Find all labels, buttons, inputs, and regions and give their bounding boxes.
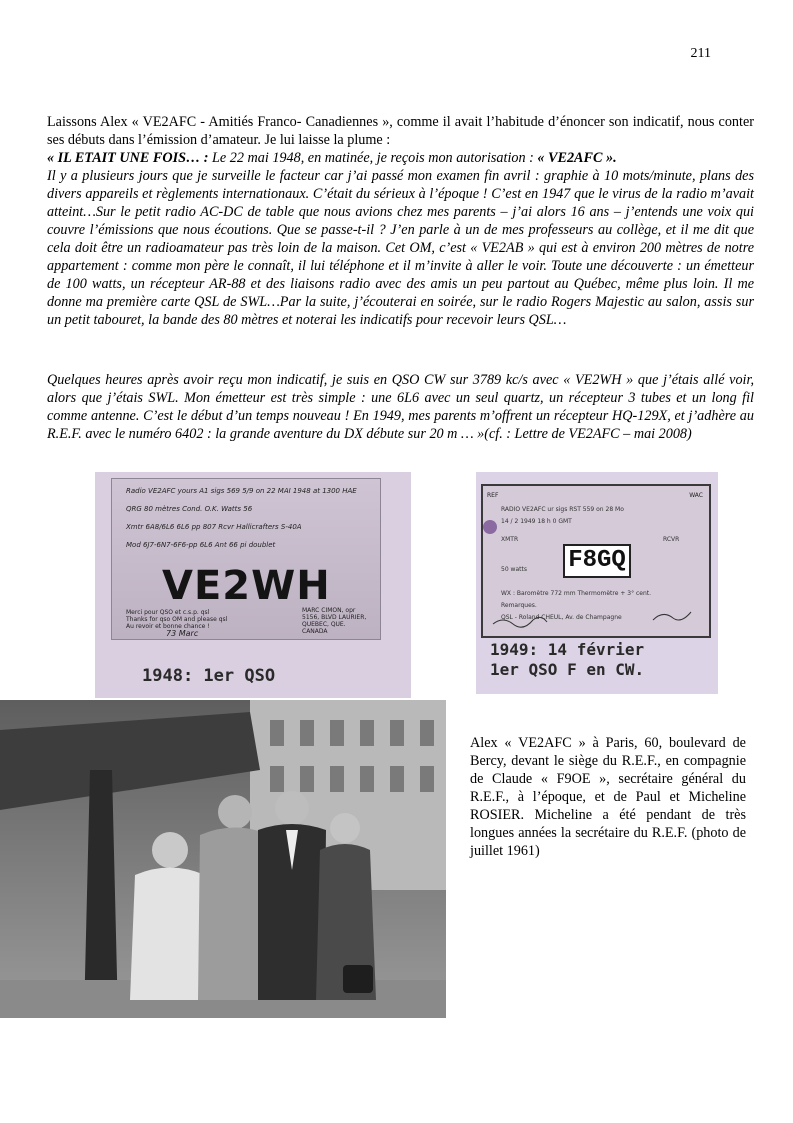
qsl2-watts: 50 watts bbox=[501, 566, 527, 573]
qsl1-qrg-line: QRG 80 mètres Cond. O.K. Watts 56 bbox=[126, 505, 253, 513]
qsl2-caption-2: 1er QSO F en CW. bbox=[490, 660, 645, 679]
story-heading: « IL ETAIT UNE FOIS… : bbox=[47, 150, 209, 166]
qsl1-footer-1: Merci pour QSO et c.s.p. qsl bbox=[126, 609, 210, 616]
qsl2-wac: WAC bbox=[689, 492, 703, 499]
qsl1-operator: MARC CIMON, opr bbox=[302, 607, 356, 614]
qsl1-country: CANADA bbox=[302, 628, 328, 635]
qsl-card-ve2wh-body bbox=[111, 478, 381, 640]
qsl1-xmtr-line: Xmtr 6A8/6L6 6L6 pp 807 Rcvr Hallicrafters S-40A bbox=[126, 523, 302, 531]
qsl-card-f8gq-body bbox=[481, 484, 711, 638]
qsl2-qsl-line: QSL - Roland CHEUL, Av. de Champagne bbox=[501, 614, 622, 621]
qsl1-footer-2: Thanks for qso OM and please qsl bbox=[126, 616, 228, 623]
qsl1-city: QUEBEC, QUE. bbox=[302, 621, 346, 628]
group-photo bbox=[0, 700, 446, 1018]
qsl2-radio-line: RADIO VE2AFC ur sigs RST 559 on 28 Mo bbox=[501, 506, 624, 513]
qsl2-date-line: 14 / 2 1949 18 h 0 GMT bbox=[501, 518, 572, 525]
qsl2-caption bbox=[490, 640, 644, 680]
story-first-paragraph bbox=[47, 149, 754, 329]
photo-caption: Alex « VE2AFC » à Paris, 60, boulevard de Bercy, devant le siège du R.E.F., en compagnie de Claude « F9OE », secrétaire général du R.E.F., à l’époque, et de Paul et Micheline ROSIER. Micheline a été pendant de très longues années la secrétaire du R.E.F. (photo de juillet 1961) bbox=[470, 735, 746, 859]
qsl1-footer bbox=[126, 609, 227, 637]
group-photo-drawing bbox=[0, 700, 446, 1018]
qsl1-callsign: VE2WH bbox=[162, 563, 331, 609]
qsl2-callsign: F8GQ bbox=[563, 544, 631, 578]
qsl2-signature bbox=[483, 486, 709, 636]
qsl2-remarks: Remarques. bbox=[501, 602, 537, 609]
story-callsign: « VE2AFC ». bbox=[537, 150, 617, 166]
qsl1-street: 5156, BLVD LAURIER, bbox=[302, 614, 367, 621]
qsl1-mod-line: Mod 6J7-6N7-6F6-pp 6L6 Ant 66 pi doublet bbox=[126, 541, 276, 549]
qsl1-footer-4: 73 Marc bbox=[166, 629, 199, 638]
qsl1-address bbox=[302, 607, 366, 635]
page-number: 211 bbox=[690, 46, 711, 61]
story-second-paragraph: Quelques heures après avoir reçu mon indicatif, je suis en QSO CW sur 3789 kc/s avec « VE2WH » que j’étais allé voir, alors que j’étais SWL. Mon émetteur est très simple : une 6L6 avec un seul quartz, un récepteur 3 tubes et un long fil comme antenne. C’est le début d’un temps nouveau ! En 1949, mes parents m’offrent un récepteur HQ-129X, et j’adhère au R.E.F. avec le numéro 6402 : la grande aventure du DX débute sur 20 m … »(cf. : Lettre de VE2AFC – mai 2008) bbox=[47, 372, 754, 442]
qsl1-footer-3: Au revoir et bonne chance ! bbox=[126, 623, 210, 630]
qsl2-wx: WX : Baromètre 772 mm Thermomètre + 3° cent. bbox=[501, 590, 652, 597]
qsl2-xmtr: XMTR bbox=[501, 536, 519, 543]
qsl-card-ve2wh bbox=[95, 472, 411, 698]
qsl2-caption-1: 1949: 14 février bbox=[490, 640, 645, 659]
intro-paragraph: Laissons Alex « VE2AFC - Amitiés Franco- Canadiennes », comme il avait l’habitude d’énoncer son indicatif, nous conter ses débuts dans l’émission d’amateur. Je lui laisse la plume : bbox=[47, 114, 754, 148]
story-heading-rest: Le 22 mai 1948, en matinée, je reçois mon autorisation : bbox=[208, 150, 538, 166]
story-paragraph-1 bbox=[47, 149, 754, 329]
qsl2-ref: REF bbox=[487, 492, 499, 499]
qsl-card-f8gq bbox=[476, 472, 718, 694]
qsl1-radio-line: Radio VE2AFC yours A1 sigs 569 5/9 on 22 MAI 1948 at 1300 HAE bbox=[126, 487, 357, 495]
qsl2-rcvr: RCVR bbox=[663, 536, 680, 543]
qsl1-caption: 1948: 1er QSO bbox=[142, 666, 276, 686]
story-body: Il y a plusieurs jours que je surveille le facteur car j’ai passé mon examen fin avril : graphie à 10 mots/minute, plans des divers appareils et règlements internationaux. C’était du sérieux à l’époque ! C’est en 1947 que le virus de la radio m’avait atteint…Sur le petit radio AC-DC de table que nous avions chez mes parents – j’ai alors 16 ans – j’entends une voix qui couvre l’émissions que nous écoutions. Que se passe-t-il ? J’en parle à un de mes professeurs au collège, et il me dit que cela doit être un radioamateur pas très loin de la maison. Cet OM, c’est « VE2AB » qui est à environ 200 mètres de notre appartement : comme mon père le connaît, il lui téléphone et il m’invite à aller le voir. Toute une découverte : un émetteur de 100 watts, un récepteur AR-88 et des liaisons radio avec des amis un peu partout au Québec, même plus loin. Il me donne ma première carte QSL de SWL…Par la suite, j’écouterai en soirée, sur le radio Rogers Majestic au salon, assis sur un petit tabouret, la bande des 80 mètres et noterai les indicatifs pour recevoir leurs QSL… bbox=[47, 168, 754, 328]
story-paragraph-2 bbox=[47, 371, 754, 443]
